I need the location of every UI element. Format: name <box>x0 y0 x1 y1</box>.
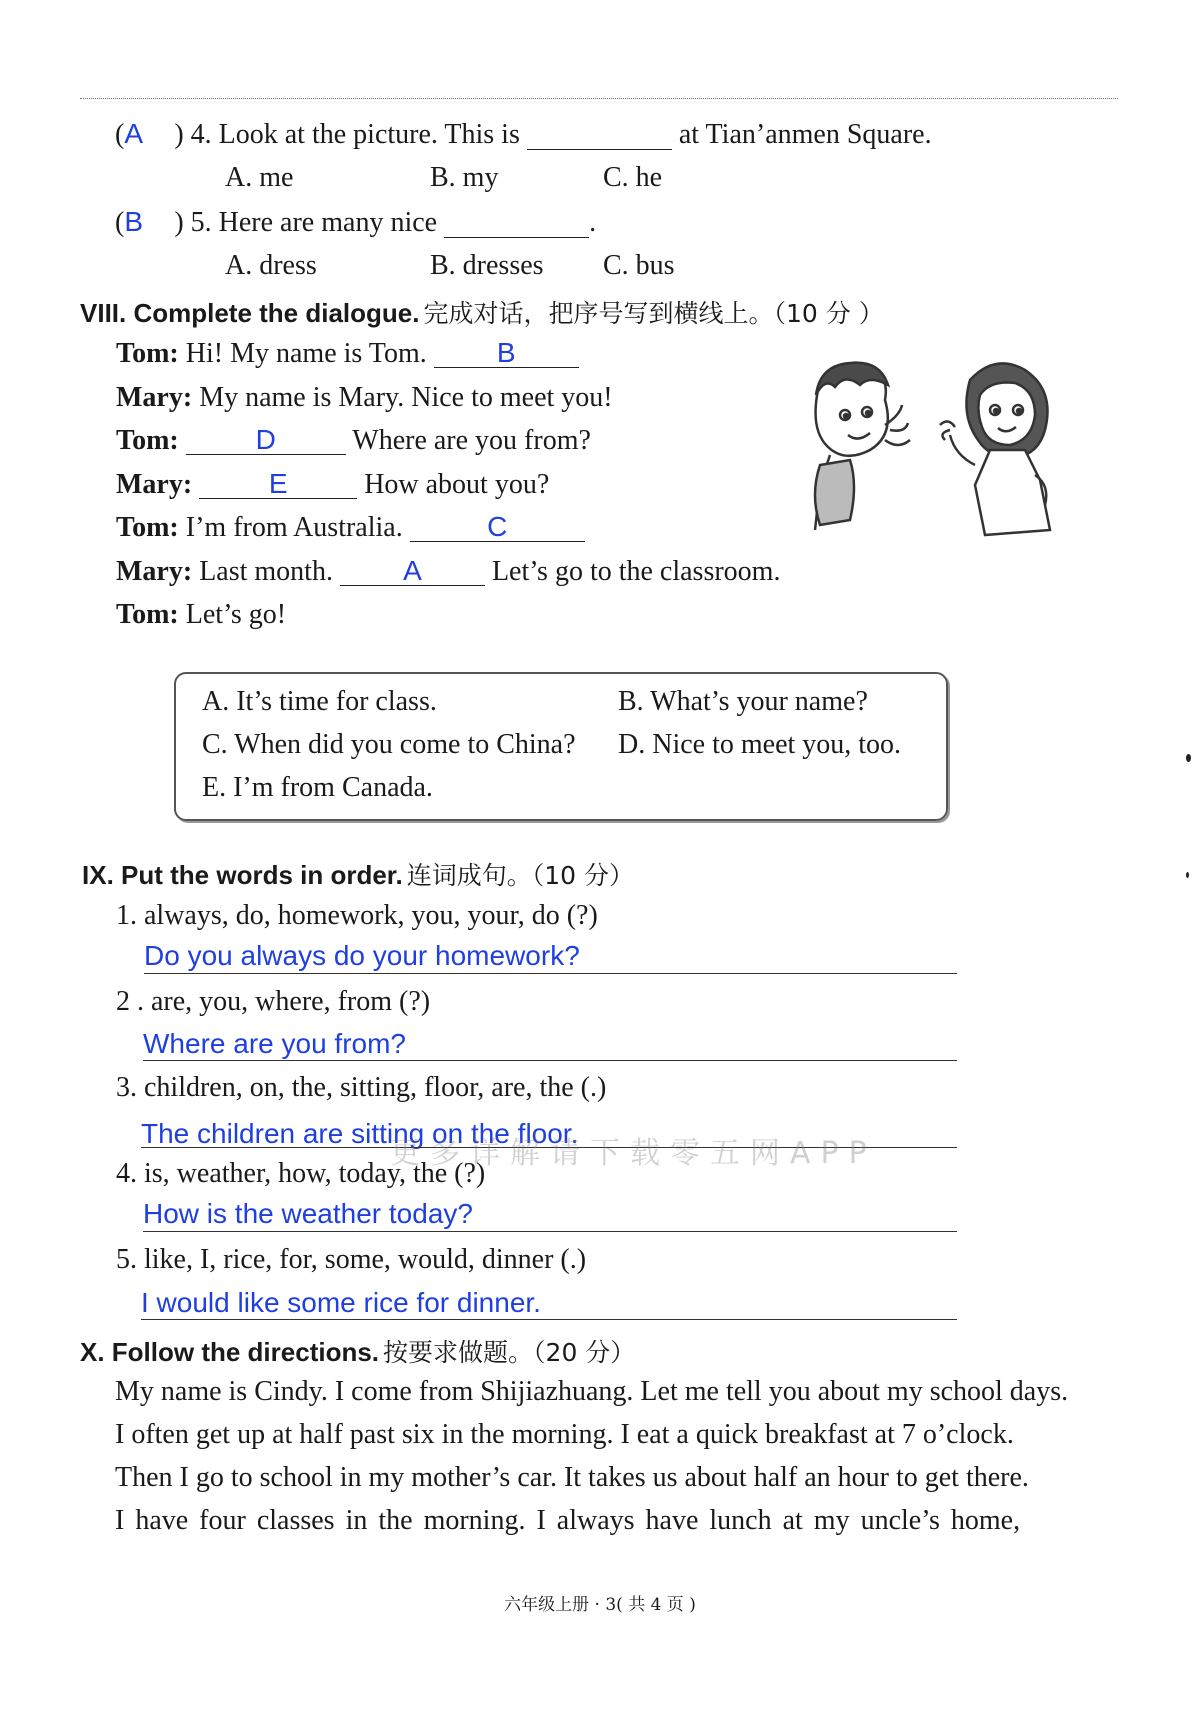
dialogue-line-5: Tom: I’m from Australia. C <box>116 512 585 544</box>
q5-option-c: C. bus <box>603 250 675 281</box>
q4-blank[interactable] <box>527 120 672 150</box>
answer-line-4 <box>143 1231 957 1232</box>
scan-mark <box>1186 872 1189 878</box>
reading-line-4: I have four classes in the morning. I always have lunch at my uncle’s home, <box>115 1505 1021 1536</box>
order-prompt-1: 1. always, do, homework, you, your, do (?) <box>116 900 598 931</box>
q5-blank[interactable] <box>444 208 589 238</box>
option-d: D. Nice to meet you, too. <box>618 729 902 760</box>
option-a: A. It’s time for class. <box>202 686 437 717</box>
top-dotted-rule <box>80 98 1118 99</box>
watermark: 更多详解请下载零五网APP <box>390 1136 877 1171</box>
section-8-heading: VIII. Complete the dialogue. 完成对话，把序号写到横线上。（10 分 ） <box>80 298 884 328</box>
option-b: B. What’s your name? <box>618 686 868 717</box>
answer-line-1 <box>144 973 957 974</box>
question-4: (A ) 4. Look at the picture. This is at Tian’anmen Square. <box>115 118 932 150</box>
section-10-heading: X. Follow the directions. 按要求做题。（20 分） <box>80 1337 636 1367</box>
order-prompt-5: 5. like, I, rice, for, some, would, dinner (.) <box>116 1244 587 1275</box>
dialogue-blank-5[interactable]: C <box>410 512 585 542</box>
order-answer-1[interactable]: Do you always do your homework? <box>144 940 580 971</box>
dialogue-blank-1[interactable]: B <box>434 338 579 368</box>
question-5: (B ) 5. Here are many nice . <box>115 206 597 238</box>
q5-answer[interactable]: B <box>124 206 144 237</box>
reading-line-1: My name is Cindy. I come from Shijiazhuang. Let me tell you about my school days. <box>115 1376 1069 1407</box>
dialogue-blank-6[interactable]: A <box>340 556 485 586</box>
dialogue-line-7: Tom: Let’s go! <box>116 599 287 630</box>
dialogue-blank-3[interactable]: D <box>186 425 346 455</box>
order-answer-5[interactable]: I would like some rice for dinner. <box>141 1287 541 1318</box>
q4-option-b: B. my <box>430 162 499 193</box>
q5-option-b: B. dresses <box>430 250 544 281</box>
option-c: C. When did you come to China? <box>202 729 576 760</box>
answer-line-5 <box>141 1319 957 1320</box>
option-e: E. I’m from Canada. <box>202 772 433 803</box>
order-prompt-4: 4. is, weather, how, today, the (?) <box>116 1158 486 1189</box>
answer-line-2 <box>143 1060 957 1061</box>
reading-line-3: Then I go to school in my mother’s car. It takes us about half an hour to get there. <box>115 1462 1029 1493</box>
order-prompt-3: 3. children, on, the, sitting, floor, are, the (.) <box>116 1072 607 1103</box>
reading-line-2: I often get up at half past six in the morning. I eat a quick breakfast at 7 o’clock. <box>115 1419 1014 1450</box>
dialogue-line-4: Mary: E How about you? <box>116 468 550 500</box>
order-answer-3[interactable]: The children are sitting on the floor. <box>141 1118 579 1149</box>
dialogue-line-2: Mary: My name is Mary. Nice to meet you! <box>116 382 613 413</box>
dialogue-blank-4[interactable]: E <box>199 469 357 499</box>
scan-mark <box>1186 754 1191 762</box>
q5-option-a: A. dress <box>225 250 317 281</box>
section-9-heading: IX. Put the words in order. 连词成句。（10 分） <box>82 860 634 890</box>
boy-figure <box>815 363 910 530</box>
dialogue-line-3: Tom: D Where are you from? <box>116 424 591 456</box>
dialogue-line-6: Mary: Last month. A Let’s go to the classroom. <box>116 555 781 587</box>
q4-option-a: A. me <box>225 162 294 193</box>
q4-answer[interactable]: A <box>124 118 144 149</box>
q4-option-c: C. he <box>603 162 663 193</box>
dialogue-line-1: Tom: Hi! My name is Tom. B <box>116 338 579 370</box>
tom-and-mary-illustration <box>790 355 1070 550</box>
order-answer-4[interactable]: How is the weather today? <box>143 1198 473 1229</box>
page-footer: 六年级上册 · 3( 共 4 页 ) <box>504 1595 696 1615</box>
order-prompt-2: 2 . are, you, where, from (?) <box>116 986 431 1017</box>
girl-figure <box>940 363 1050 535</box>
order-answer-2[interactable]: Where are you from? <box>143 1028 406 1059</box>
